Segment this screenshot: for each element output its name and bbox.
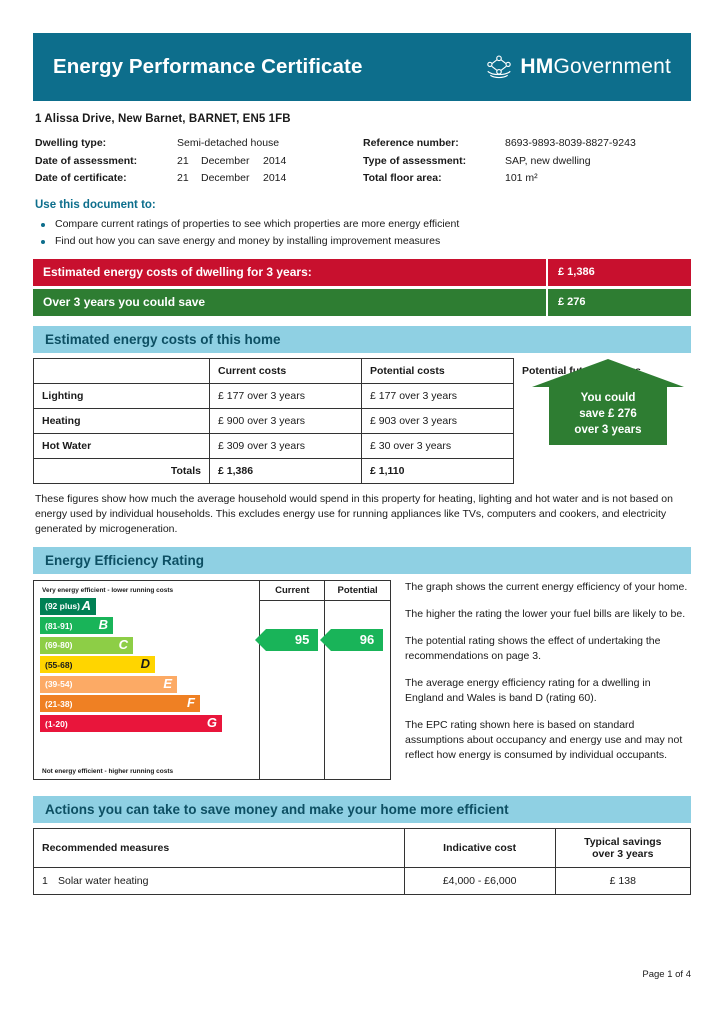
estimated-costs-heading: Estimated energy costs of this home — [33, 326, 691, 353]
costs-header-current: Current costs — [210, 358, 362, 383]
estimated-cost-label: Estimated energy costs of dwelling for 3 years: — [33, 259, 546, 286]
list-item: Find out how you can save energy and money by installing improvement measures — [35, 233, 691, 250]
info-row — [363, 154, 691, 168]
property-info-right — [363, 136, 691, 189]
use-document-list — [35, 216, 691, 250]
reference-number-label: Reference number: — [363, 137, 459, 149]
cost-row-current: £ 900 over 3 years — [210, 408, 362, 433]
band-range: (69-80) — [45, 640, 73, 651]
eer-band-c — [40, 637, 133, 654]
arrow-line-2: save £ 276 — [579, 408, 637, 420]
eer-potential-header: Potential — [325, 581, 390, 601]
eer-chart-area — [33, 580, 391, 780]
reference-number-value: 8693-9893-8039-8827-9243 — [505, 137, 636, 149]
cost-row-current: £ 309 over 3 years — [210, 433, 362, 458]
use-document-heading: Use this document to: — [35, 198, 156, 211]
tag-point — [320, 629, 331, 651]
band-range: (39-54) — [45, 679, 73, 690]
band-range: (1-20) — [45, 718, 68, 729]
action-number: 1 — [42, 874, 48, 887]
page-title: Energy Performance Certificate — [53, 55, 363, 78]
page-footer: Page 1 of 4 — [642, 969, 691, 980]
property-address: 1 Alissa Drive, New Barnet, BARNET, EN5 1FB — [35, 113, 291, 125]
eer-band-d — [40, 656, 155, 673]
eer-band-a — [40, 598, 96, 615]
band-letter: A — [81, 597, 91, 613]
dwelling-type-label: Dwelling type: — [35, 137, 107, 149]
info-row — [35, 154, 363, 168]
savings-arrow — [532, 359, 684, 443]
certificate-year: 2014 — [263, 172, 287, 184]
band-letter: F — [187, 695, 195, 711]
costs-note: These figures show how much the average household would spend in this property for heating, lighting and hot water and is not based on energy used by individual households. This excludes energy use for running appliances like TVs, computers and cookers, and electricity generated by microgeneration. — [35, 492, 673, 535]
property-info-left — [35, 136, 363, 189]
eer-paragraph: The EPC rating shown here is based on standard assumptions about occupancy and energy use and may not reflect how energy is consumed by individual occupants. — [405, 718, 683, 761]
cost-row-current: £ 177 over 3 years — [210, 383, 362, 408]
eer-potential-column — [325, 581, 390, 779]
eer-current-header: Current — [260, 581, 324, 601]
total-floor-area-value: 101 m² — [505, 172, 538, 184]
info-row — [35, 136, 363, 150]
eer-bottom-caption: Not energy efficient - higher running costs — [42, 767, 174, 775]
eer-band-f — [40, 695, 200, 712]
info-row — [363, 136, 691, 150]
actions-heading: Actions you can take to save money and make your home more efficient — [33, 796, 691, 823]
band-letter: C — [118, 636, 128, 652]
tag-point — [255, 629, 266, 651]
band-range: (92 plus) — [45, 601, 80, 611]
dwelling-type-value: Semi-detached house — [177, 137, 280, 149]
property-info — [35, 136, 691, 189]
cost-row-label: Heating — [34, 408, 210, 433]
eer-explanation — [391, 580, 691, 780]
assessment-year: 2014 — [263, 154, 287, 167]
potential-saving-label: Over 3 years you could save — [33, 289, 546, 316]
energy-efficiency-section — [33, 580, 691, 780]
savings-arrow-cell — [514, 383, 692, 483]
totals-current: £ 1,386 — [210, 458, 362, 483]
info-row — [35, 171, 363, 185]
crown-icon — [485, 54, 513, 80]
hm-government-logo — [485, 54, 671, 80]
actions-header-savings-line1: Typical savings — [555, 828, 690, 848]
eer-current-column — [260, 581, 325, 779]
certificate-day: 21 — [177, 172, 189, 184]
action-cost: £4,000 - £6,000 — [404, 867, 555, 894]
info-row — [363, 171, 691, 185]
arrow-line-3: over 3 years — [574, 424, 642, 436]
eer-bands — [34, 581, 260, 779]
totals-label: Totals — [34, 458, 210, 483]
cost-row-potential: £ 177 over 3 years — [362, 383, 514, 408]
cost-row-potential: £ 30 over 3 years — [362, 433, 514, 458]
band-letter: B — [98, 617, 108, 633]
assessment-day: 21 — [177, 154, 189, 167]
table-row — [34, 383, 692, 408]
arrow-body — [549, 387, 667, 445]
band-letter: E — [163, 675, 172, 691]
band-range: (81-91) — [45, 620, 73, 631]
total-floor-area-label: Total floor area: — [363, 172, 442, 184]
band-range: (21-38) — [45, 698, 73, 709]
band-range: (55-68) — [45, 659, 73, 670]
eer-top-caption: Very energy efficient - lower running costs — [42, 586, 174, 594]
estimated-cost-value: £ 1,386 — [546, 259, 691, 286]
action-measure — [34, 867, 405, 894]
type-of-assessment-value: SAP, new dwelling — [505, 154, 591, 167]
estimated-cost-banner — [33, 259, 691, 286]
cost-row-potential: £ 903 over 3 years — [362, 408, 514, 433]
date-of-certificate-label: Date of certificate: — [35, 172, 127, 184]
eer-paragraph: The average energy efficiency rating for a dwelling in England and Wales is band D (rating 60). — [405, 676, 651, 704]
band-letter: D — [140, 656, 150, 672]
potential-saving-banner — [33, 289, 691, 316]
date-of-assessment-label: Date of assessment: — [35, 154, 138, 167]
eer-band-g — [40, 715, 222, 732]
band-letter: G — [206, 715, 217, 731]
totals-potential: £ 1,110 — [362, 458, 514, 483]
eer-band-b — [40, 617, 113, 634]
hm-prefix: HM — [520, 55, 554, 78]
table-header-row — [34, 828, 691, 848]
eer-current-rating — [266, 629, 318, 651]
page-header — [33, 33, 691, 101]
eer-paragraph: The potential rating shows the effect of undertaking the recommendations on page 3. — [405, 634, 661, 662]
arrow-head — [532, 359, 684, 387]
costs-header-potential: Potential costs — [362, 358, 514, 383]
type-of-assessment-label: Type of assessment: — [363, 154, 467, 167]
eer-band-e — [40, 676, 177, 693]
date-of-assessment-value — [177, 154, 286, 168]
actions-header-cost: Indicative cost — [404, 828, 555, 867]
cost-row-label: Hot Water — [34, 433, 210, 458]
list-item: Compare current ratings of properties to see which properties are more energy efficient — [35, 216, 691, 233]
eer-potential-rating — [331, 629, 383, 651]
hm-suffix: Government — [553, 55, 671, 78]
actions-header-savings-line2: over 3 years — [555, 848, 690, 868]
certificate-month: December — [201, 172, 250, 184]
energy-efficiency-heading: Energy Efficiency Rating — [33, 547, 691, 574]
costs-header-savings: Potential future savings — [522, 364, 642, 377]
table-row — [34, 867, 691, 894]
eer-paragraph: The higher the rating the lower your fuel bills are likely to be. — [405, 607, 686, 620]
assessment-month: December — [201, 154, 250, 167]
cost-row-label: Lighting — [34, 383, 210, 408]
page-content — [33, 33, 691, 895]
eer-potential-value: 96 — [359, 632, 375, 647]
action-measure-text: Solar water heating — [58, 874, 149, 887]
actions-header-measures: Recommended measures — [34, 828, 405, 867]
date-of-certificate-value — [177, 171, 286, 185]
costs-header-blank — [34, 358, 210, 383]
actions-table — [33, 828, 691, 895]
eer-chart — [33, 580, 391, 780]
hm-government-text — [520, 55, 671, 79]
arrow-line-1: You could — [580, 392, 636, 404]
estimated-costs-table — [33, 358, 691, 484]
action-savings: £ 138 — [555, 867, 690, 894]
eer-paragraph: The graph shows the current energy efficiency of your home. — [405, 580, 688, 593]
potential-saving-value: £ 276 — [546, 289, 691, 316]
eer-current-value: 95 — [294, 632, 310, 647]
